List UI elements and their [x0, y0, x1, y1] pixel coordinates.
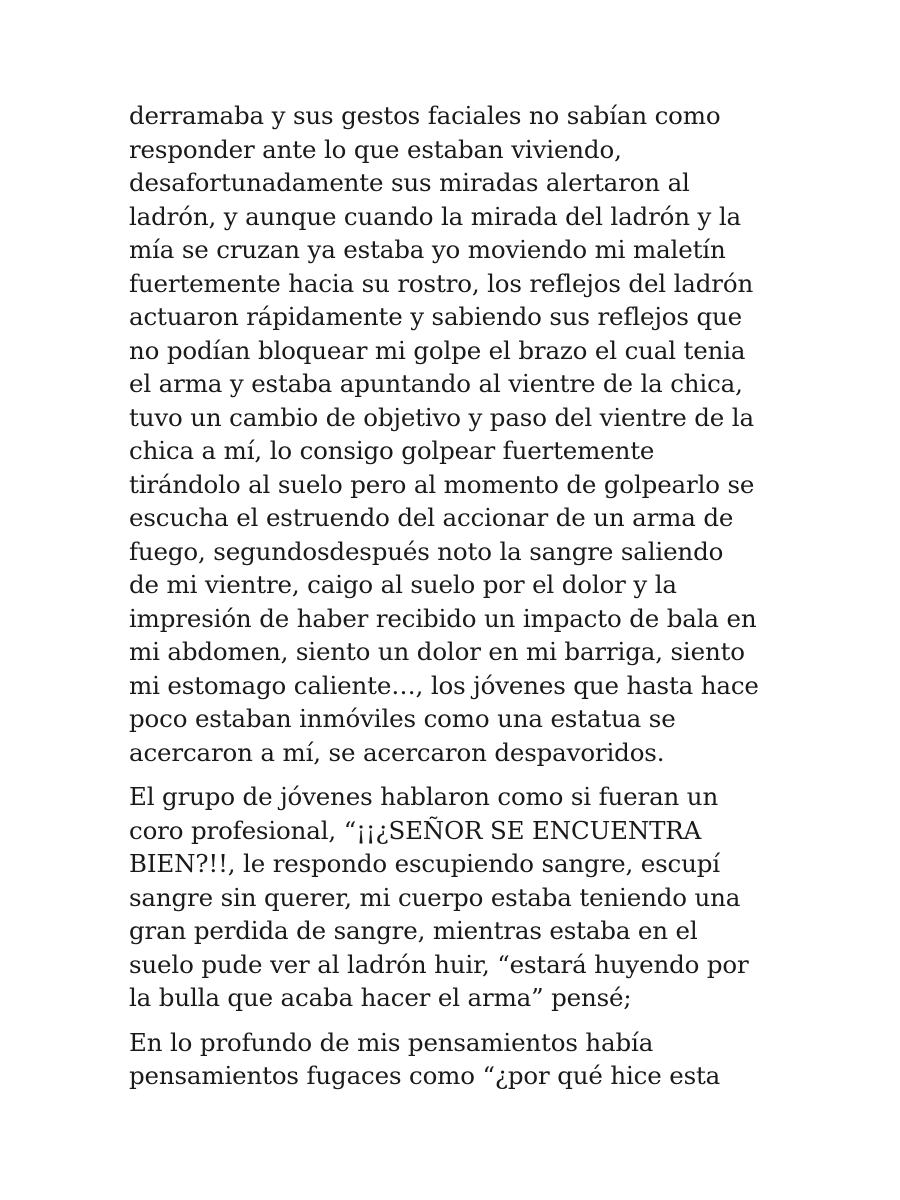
paragraph-2	[129, 780, 789, 1015]
text-line: tuvo un cambio de objetivo y paso del vientre de la	[129, 402, 754, 432]
text-line: fuertemente hacia su rostro, los reflejos del ladrón	[129, 268, 754, 298]
text-line: de mi vientre, caigo al suelo por el dolor y la	[129, 570, 677, 599]
text-line: tirándolo al suelo pero al momento de golpearlo se	[129, 469, 755, 499]
text-line: desafortunadamente sus miradas alertaron al	[129, 168, 690, 197]
text-line: acercaron a mí, se acercaron despavoridos.	[129, 737, 665, 767]
text-line: poco estaban inmóviles como una estatua se	[129, 704, 676, 733]
text-line: no podían bloquear mi golpe el brazo el cual tenia	[129, 335, 746, 365]
text-line: fuego, segundosdespués noto la sangre saliendo	[129, 536, 724, 566]
paragraph-3	[129, 1026, 789, 1093]
text-line: mía se cruzan ya estaba yo moviendo mi maletín	[129, 235, 726, 264]
text-line: gran perdida de sangre, mientras estaba en el	[129, 916, 698, 945]
text-line: pensamientos fugaces como “¿por qué hice esta	[129, 1061, 721, 1090]
text-line: actuaron rápidamente y sabiendo sus reflejos que	[129, 302, 742, 331]
body-text	[129, 99, 789, 1104]
text-line: mi abdomen, siento un dolor en mi barriga, siento	[129, 637, 745, 666]
text-line: mi estomago caliente…, los jóvenes que hasta hace	[129, 670, 759, 700]
text-line: ladrón, y aunque cuando la mirada del ladrón y la	[129, 201, 741, 231]
text-line: responder ante lo que estaban viviendo,	[129, 134, 622, 164]
text-line: sangre sin querer, mi cuerpo estaba teniendo una	[129, 882, 741, 912]
text-line: impresión de haber recibido un impacto de bala en	[129, 603, 757, 633]
text-line: suelo pude ver al ladrón huir, “estará huyendo por	[129, 949, 749, 979]
text-line: la bulla que acaba hacer el arma” pensé;	[129, 983, 632, 1012]
text-line: En lo profundo de mis pensamientos había	[129, 1027, 654, 1057]
text-line: derramaba y sus gestos faciales no sabían como	[129, 101, 721, 130]
paragraph-1	[129, 99, 789, 769]
text-line: el arma y estaba apuntando al vientre de la chica,	[129, 369, 743, 398]
text-line: chica a mí, lo consigo golpear fuertemente	[129, 436, 655, 465]
text-line: coro profesional, “¡¡¿SEÑOR SE ENCUENTRA	[129, 815, 702, 845]
text-line: escucha el estruendo del accionar de un arma de	[129, 503, 734, 532]
text-line: El grupo de jóvenes hablaron como si fueran un	[129, 782, 719, 811]
text-line: BIEN?!!, le respondo escupiendo sangre, escupí	[129, 849, 720, 878]
